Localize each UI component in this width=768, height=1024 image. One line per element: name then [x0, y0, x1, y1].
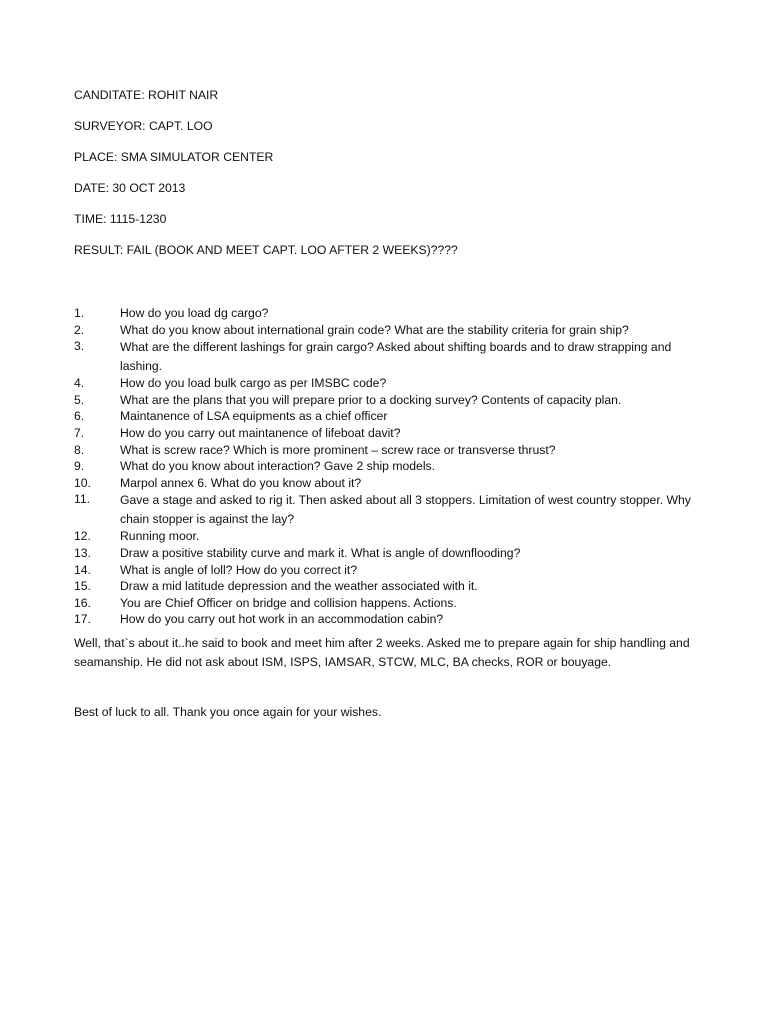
- item-number: 13.: [74, 545, 91, 560]
- list-item: [74, 458, 694, 475]
- item-text: Marpol annex 6. What do you know about it?: [120, 475, 362, 490]
- list-item: [74, 611, 694, 628]
- item-text: What is screw race? Which is more prominent – screw race or transverse thrust?: [120, 442, 556, 457]
- place-line: PLACE: SMA SIMULATOR CENTER: [74, 150, 274, 164]
- list-item: [74, 442, 694, 459]
- item-text: How do you carry out maintanence of lifeboat davit?: [120, 425, 401, 440]
- list-item: [74, 425, 694, 442]
- list-item: [74, 322, 694, 339]
- item-number: 6.: [74, 409, 85, 424]
- list-item: [74, 375, 694, 392]
- item-number: 9.: [74, 459, 85, 474]
- list-item: [74, 562, 694, 579]
- closing-paragraph: Well, that`s about it..he said to book and meet him after 2 weeks. Asked me to prepare again for ship handling and seamanship. He did not ask about ISM, ISPS, IAMSAR, STCW, MLC, BA checks, ROR or bouyage.: [74, 636, 690, 669]
- item-text: What are the plans that you will prepare prior to a docking survey? Contents of capacity plan.: [120, 392, 622, 407]
- list-item: [74, 491, 694, 528]
- item-text: How do you load bulk cargo as per IMSBC code?: [120, 376, 387, 391]
- candidate-line: CANDITATE: ROHIT NAIR: [74, 88, 219, 102]
- list-item: [74, 338, 694, 375]
- item-text: How do you load dg cargo?: [120, 306, 269, 320]
- list-item: [74, 408, 694, 425]
- item-number: 15.: [74, 579, 91, 594]
- item-text: Running moor.: [120, 529, 200, 544]
- list-item: [74, 528, 694, 545]
- result-line: RESULT: FAIL (BOOK AND MEET CAPT. LOO AFTER 2 WEEKS)????: [74, 243, 458, 257]
- item-number: 8.: [74, 442, 85, 457]
- item-text: Gave a stage and asked to rig it. Then asked about all 3 stoppers. Limitation of west country stopper. Why chain stopper is against the lay?: [120, 493, 691, 526]
- item-number: 14.: [74, 562, 91, 577]
- item-number: 3.: [74, 339, 85, 354]
- list-item: [74, 475, 694, 492]
- item-number: 1.: [74, 306, 85, 320]
- item-text: What do you know about interaction? Gave 2 ship models.: [120, 459, 436, 474]
- item-number: 17.: [74, 612, 91, 627]
- item-text: What are the different lashings for grain cargo? Asked about shifting boards and to draw strapping and lashing.: [120, 340, 672, 373]
- list-item: [74, 545, 694, 562]
- item-number: 12.: [74, 529, 91, 544]
- item-text: What do you know about international grain code? What are the stability criteria for grain ship?: [120, 322, 629, 337]
- item-number: 5.: [74, 392, 85, 407]
- time-line: TIME: 1115-1230: [74, 212, 167, 226]
- list-item: [74, 305, 694, 322]
- list-item: [74, 595, 694, 612]
- item-number: 10.: [74, 475, 91, 490]
- item-text: How do you carry out hot work in an accommodation cabin?: [120, 612, 444, 627]
- item-text: Draw a positive stability curve and mark it. What is angle of downflooding?: [120, 545, 521, 560]
- date-line: DATE: 30 OCT 2013: [74, 181, 186, 195]
- item-number: 2.: [74, 322, 85, 337]
- item-text: What is angle of loll? How do you correct it?: [120, 562, 358, 577]
- list-item: [74, 578, 694, 595]
- item-text: Draw a mid latitude depression and the weather associated with it.: [120, 579, 478, 594]
- list-item: [74, 392, 694, 409]
- surveyor-line: SURVEYOR: CAPT. LOO: [74, 119, 213, 133]
- item-number: 16.: [74, 595, 91, 610]
- question-list: [74, 305, 694, 628]
- item-number: 11.: [74, 492, 91, 507]
- item-number: 7.: [74, 425, 85, 440]
- closing-wishes: Best of luck to all. Thank you once again for your wishes.: [74, 705, 382, 719]
- item-number: 4.: [74, 376, 85, 391]
- item-text: You are Chief Officer on bridge and collision happens. Actions.: [120, 595, 457, 610]
- item-text: Maintanence of LSA equipments as a chief officer: [120, 409, 388, 424]
